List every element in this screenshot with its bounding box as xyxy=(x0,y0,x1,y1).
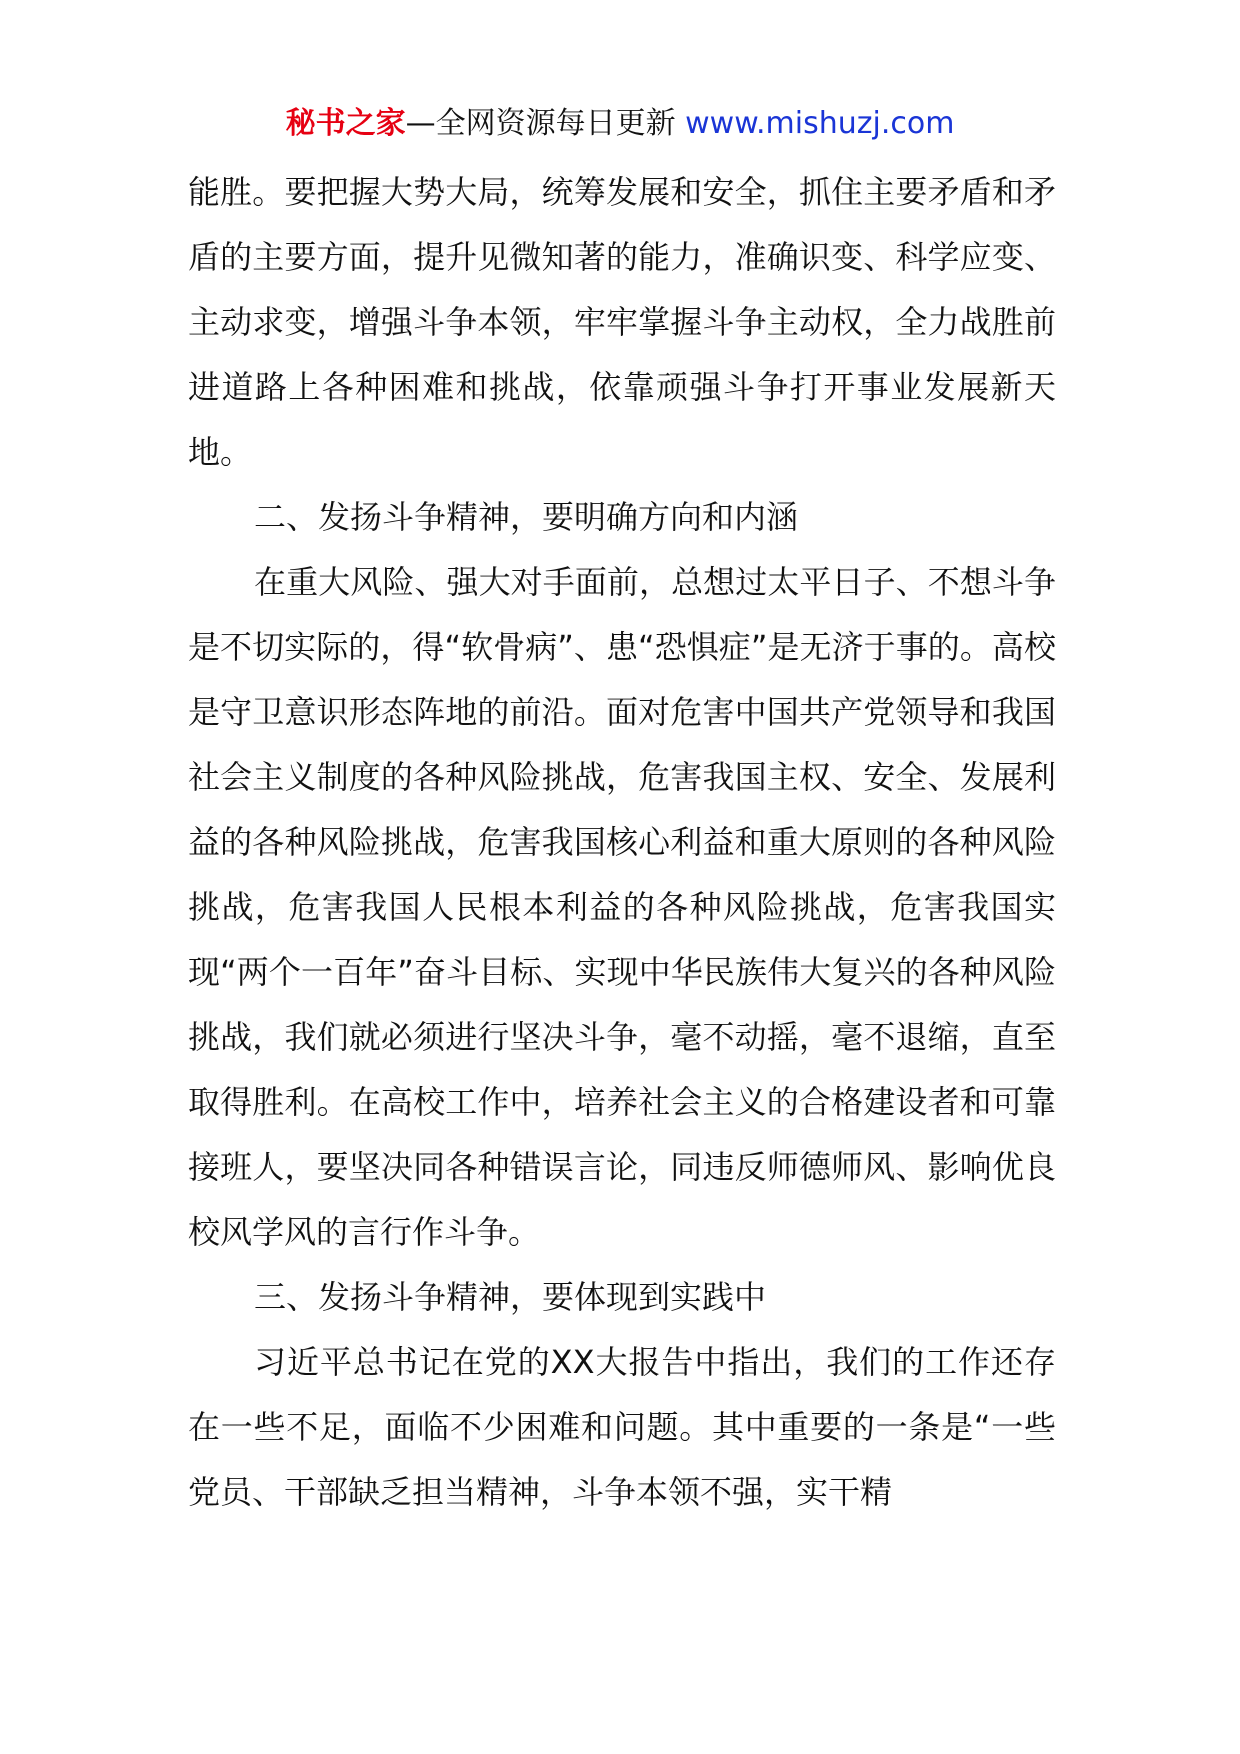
site-url[interactable]: www.mishuzj.com xyxy=(685,106,955,141)
section-heading: 二、发扬斗争精神，要明确方向和内涵 xyxy=(254,498,799,536)
paragraph: 在重大风险、强大对手面前，总想过太平日子、不想斗争是不切实际的，得“软骨病”、患“恐惧症”是无济于事的。高校是守卫意识形态阵地的前沿。面对危害中国共产党领导和我国社会主义制度的各种风险挑战，危害我国主权、安全、发展利益的各种风险挑战，危害我国核心利益和重大原则的各种风险挑战，危害我国人民根本利益的各种风险挑战，危害我国实现“两个一百年”奋斗目标、实现中华民族伟大复兴的各种风险挑战，我们就必须进行坚决斗争，毫不动摇，毫不退缩，直至取得胜利。在高校工作中，培养社会主义的合格建设者和可靠接班人，要坚决同各种错误言论，同违反师德师风、影响优良校风学风的言行作斗争。 xyxy=(188,563,1056,1251)
section-heading: 三、发扬斗争精神，要体现到实践中 xyxy=(254,1278,767,1316)
site-brand: 秘书之家 xyxy=(285,106,406,141)
document-body xyxy=(188,160,1056,1525)
paragraph: 习近平总书记在党的XX大报告中指出，我们的工作还存在一些不足，面临不少困难和问题。其中重要的一条是“一些党员、干部缺乏担当精神，斗争本领不强，实干精 xyxy=(188,1343,1056,1511)
site-slogan: —全网资源每日更新 xyxy=(405,106,676,141)
paragraph: 能胜。要把握大势大局，统筹发展和安全，抓住主要矛盾和矛盾的主要方面，提升见微知著的能力，准确识变、科学应变、主动求变，增强斗争本领，牢牢掌握斗争主动权，全力战胜前进道路上各种困难和挑战，依靠顽强斗争打开事业发展新天地。 xyxy=(188,173,1056,471)
page-header xyxy=(0,98,1240,150)
